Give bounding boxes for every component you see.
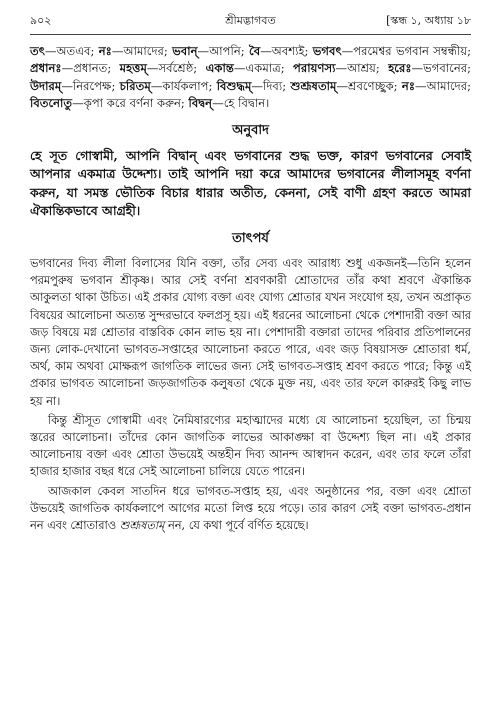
gloss-meaning: আমাদের;: [123, 44, 173, 58]
purport-paragraph-3-italic-term: শুশ্রূষতাম্: [119, 519, 165, 533]
gloss-meaning: সর্বশ্রেষ্ঠ;: [158, 61, 206, 76]
purport-body: [30, 255, 471, 534]
chapter-reference: [স্কন্ধ ১, অধ্যায় ১৮: [386, 14, 471, 27]
page-number: ৯০২: [30, 14, 52, 27]
gloss-meaning: কৃপা করে বর্ণনা করুন;: [83, 95, 189, 110]
gloss-meaning: আপনি;: [209, 44, 250, 58]
gloss-term: বৈ: [249, 44, 261, 58]
gloss-term: হরেঃ: [388, 61, 412, 76]
gloss-term: নঃ: [401, 78, 416, 93]
purport-paragraph-3: [30, 483, 471, 535]
gloss-term: একান্ত: [205, 61, 234, 76]
gloss-term: বিদ্বন্: [188, 95, 213, 110]
purport-paragraph-2: কিন্তু শ্রীসূত গোস্বামী এবং নৈমিষারণ্যের মহাত্মাদের মধ্যে যে আলোচনা হয়েছিল, তা চিন্ময় স্তরের আলোচনা। তাঁদের কোন জাগতিক লাভের আকাঙ্ক্ষা বা উদ্দেশ্য ছিল না। এই প্রকার আলোচনায় বক্তা এবং শ্রোতা উভয়েই অন্তহীন দিব্য আনন্দ আস্বাদন করেন, এবং তার ফলে তাঁরা হাজার হাজার বছর ধরে সেই আলোচনা চালিয়ে যেতে পারেন।: [30, 413, 471, 479]
purport-heading: তাৎপর্য: [232, 231, 269, 246]
translation-text: হে সূত গোস্বামী, আপনি বিদ্বান্ এবং ভগবানের শুদ্ধ ভক্ত, কারণ ভগবানের সেবাই আপনার একমাত্র উদ্দেশ্য। তাই আপনি দয়া করে আমাদের ভগবানের লীলাসমূহ বর্ণনা করুন, যা সমস্ত ভৌতিক বিচার ধারার অতীত, কেননা, সেই বাণী গ্রহণ করতে আমরা ঐকান্তিকভাবে আগ্রহী।: [30, 148, 471, 218]
gloss-meaning: ভগবানের;: [423, 61, 472, 76]
gloss-term: ভবান্: [172, 44, 198, 58]
gloss-term: তৎ: [30, 44, 45, 58]
purport-paragraph-1: ভগবানের দিব্য লীলা বিলাসের যিনি বক্তা, তাঁর সেব্য এবং আরাধ্য শুধু একজনই—তিনি হলেন পরমপুরুষ ভগবান শ্রীকৃষ্ণ। আর সেই বর্ণনা শ্রবণকারী শ্রোতাদের তাঁর কথা শ্রবণে ঐকান্তিক আকুলতা থাকা উচিত। এই প্রকার যোগ্য বক্তা এবং যোগ্য শ্রোতার যখন সংযোগ হয়, তখন অপ্রাকৃত বিষয়ের আলোচনা অত্যন্ত সুন্দরভাবে ফলপ্রসূ হয়। এই ধরনের আলোচনা থেকে পেশাদারী বক্তা আর জড় বিষয়ে মগ্ন শ্রোতার বাস্তবিক কোন লাভ হয় না। পেশাদারী বক্তারা তাদের পরিবার প্রতিপালনের জন্য লোক-দেখানো ভাগবত-সপ্তাহের আলোচনা করতে পারে, এবং জড় বিষয়াসক্ত শ্রোতারা ধর্ম, অর্থ, কাম অথবা মোক্ষরূপ জাগতিক লাভের জন্য সেই ভাগবত-সপ্তাহ শ্রবণ করতে পারে; কিন্তু এই প্রকার ভাগবত আলোচনা জড়জাগতিক কলুষতা থেকে মুক্ত নয়, এবং তার ফলে কারুরই কিছু লাভ হয় না।: [30, 257, 471, 408]
header-divider: [30, 34, 471, 35]
gloss-term: নঃ: [98, 44, 112, 58]
gloss-meaning: শ্রবণেচ্ছুক;: [348, 78, 402, 93]
gloss-term: বিশুদ্ধম্: [216, 78, 252, 93]
gloss-term: শুশ্রূষতাম্: [290, 78, 337, 93]
gloss-meaning: অবশ্যই;: [271, 44, 313, 58]
gloss-term: চরিতম্: [119, 78, 151, 93]
gloss-meaning: একমাত্র;: [245, 61, 294, 76]
gloss-meaning: প্রধানত;: [73, 61, 120, 76]
gloss-term: উদারম্: [30, 78, 62, 93]
purport-paragraph-3-start: আজকাল কেবল সাতদিন ধরে ভাগবত-সপ্তাহ হয়, এবং অনুষ্ঠানের পর, বক্তা এবং শ্রোতা উভয়েই জাগতিক কার্যকলাপে আগের মতো লিপ্ত হয়ে পড়ে। তার কারণ সেই বক্তা ভাগবত-প্রধান নন এবং শ্রোতারাও: [30, 484, 471, 533]
gloss-term: ভগবৎ: [312, 44, 342, 58]
gloss-term: পরায়ণস্য: [293, 61, 336, 76]
translation-heading: অনুবাদ: [232, 123, 269, 139]
book-title: শ্রীমদ্ভাগবত: [225, 14, 276, 27]
gloss-meaning: আমাদের;: [426, 78, 471, 93]
gloss-meaning: অতএব;: [56, 44, 99, 58]
gloss-term: বিতনোতু: [30, 95, 73, 110]
gloss-meaning: কার্যকলাপ;: [162, 78, 217, 93]
gloss-meaning: হে বিদ্বান।: [223, 95, 270, 110]
word-for-word-gloss: তৎ—অতএব; নঃ—আমাদের; ভবান্—আপনি; বৈ—অবশ্যই; ভগবৎ—পরমেশ্বর ভগবান সম্বন্ধীয়; প্রধানঃ—প্রধানত; মহত্তম্—সর্বশ্রেষ্ঠ; একান্ত—একমাত্র; পরায়ণস্য—আশ্রয়; হরেঃ—ভগবানের; উদারম্—নিরপেক্ষ; চরিতম্—কার্যকলাপ; বিশুদ্ধম্—দিব্য; শুশ্রূষতাম্—শ্রবণেচ্ছুক; নঃ—আমাদের; বিতনোতু—কৃপা করে বর্ণনা করুন; বিদ্বন্—হে বিদ্বান।: [30, 44, 472, 110]
gloss-term: মহত্তম্: [119, 61, 147, 76]
gloss-meaning: পরমেশ্বর ভগবান সম্বন্ধীয়;: [353, 44, 471, 58]
gloss-meaning: দিব্য;: [263, 78, 291, 93]
gloss-meaning: নিরপেক্ষ;: [72, 78, 120, 93]
gloss-term: প্রধানঃ: [30, 61, 62, 76]
gloss-meaning: আশ্রয়;: [347, 61, 389, 76]
page-header: [30, 12, 471, 28]
purport-paragraph-3-end: নন, যে কথা পূর্বে বর্ণিত হয়েছে।: [164, 519, 309, 533]
